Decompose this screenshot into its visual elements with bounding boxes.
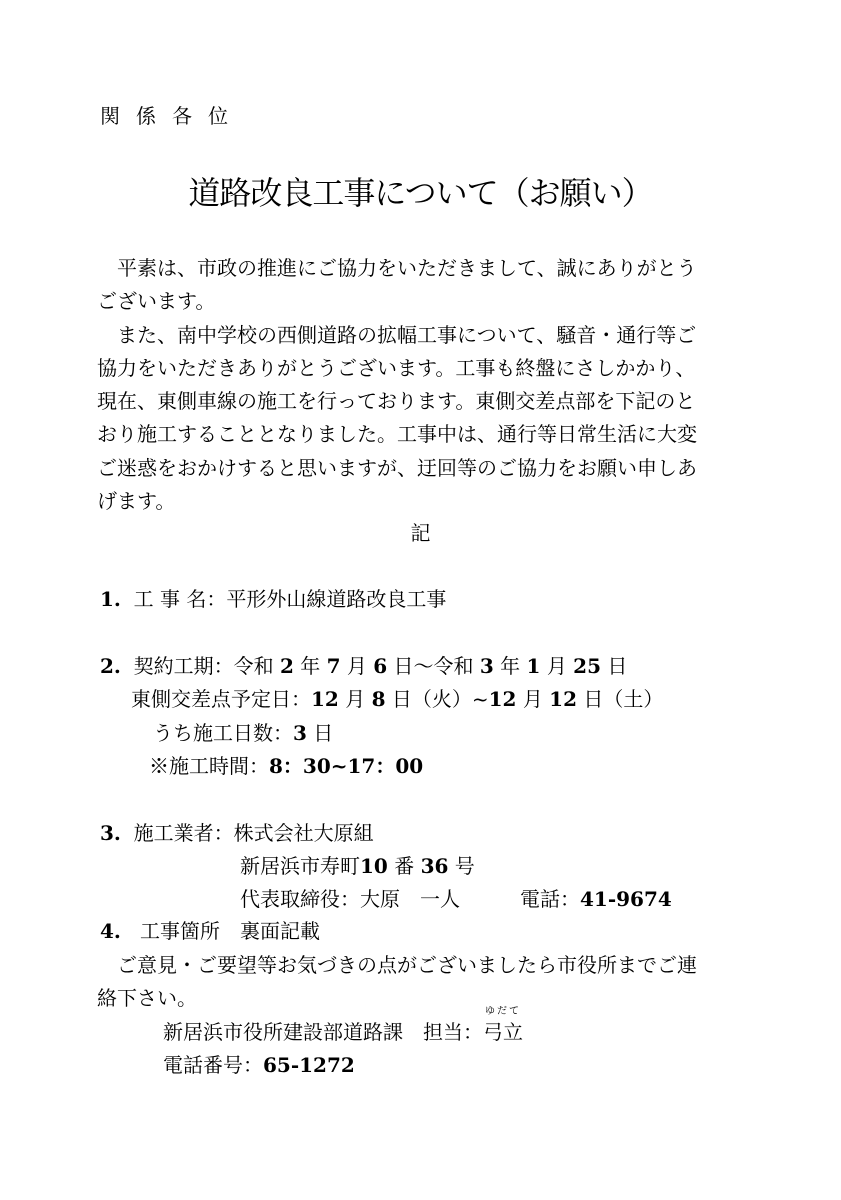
label: 電話番号：: [163, 1053, 263, 1077]
contact-phone: [163, 1049, 355, 1078]
number: 3: [479, 654, 494, 678]
item-3-contractor: [100, 817, 374, 846]
contact-person: [483, 1006, 523, 1045]
body-line-3: また、南中学校の西側道路の拡幅工事について、騒音・通行等ご: [97, 323, 697, 347]
item-label: 工 事 名：: [133, 587, 227, 611]
item-number: 2.: [100, 654, 121, 678]
item-number: 1.: [100, 587, 121, 611]
item-3-phone: [520, 883, 672, 912]
body-line-5: 現在、東側車線の施工を行っております。東側交差点部を下記のと: [97, 389, 696, 413]
text: 月: [546, 654, 567, 678]
company-name: 株式会社大原組: [233, 821, 374, 845]
body-line-6: おり施工することとなりました。工事中は、通行等日常生活に大変: [97, 422, 697, 446]
item-1: [100, 583, 446, 612]
item-label: 契約工期：: [133, 654, 234, 678]
item-label: 工事箇所 裏面記載: [139, 919, 320, 943]
label: うち施工日数：: [153, 721, 293, 745]
number: 25: [573, 654, 602, 678]
body-line-1: 平素は、市政の推進にご協力をいただきまして、誠にありがとう: [97, 256, 697, 280]
body-line-2: ございます。: [97, 289, 216, 313]
body-line-7: ご迷惑をおかけすると思いますが、迂回等のご協力をお願い申しあ: [97, 456, 697, 480]
text: 日: [607, 654, 628, 678]
text: 月: [345, 687, 366, 711]
number: 12: [549, 687, 578, 711]
text: 日: [313, 721, 334, 745]
representative: 代表取締役：大原 一人: [240, 887, 460, 911]
contact-department: [163, 1006, 523, 1045]
body-line-8: げます。: [97, 489, 176, 513]
item-label: 施工業者：: [133, 821, 234, 845]
item-number: 4.: [100, 919, 121, 943]
document-title: 道路改良工事について（お願い）: [188, 174, 653, 212]
contact-line-1: ご意見・ご要望等お気づきの点がございましたら市役所までご連: [97, 953, 697, 977]
text: 新居浜市寿町: [240, 854, 360, 878]
number: 6: [373, 654, 388, 678]
text: 月: [346, 654, 367, 678]
text: 日（土）: [583, 687, 664, 711]
project-name: 平形外山線道路改良工事: [226, 587, 447, 611]
number: 10: [360, 854, 388, 878]
text: 月: [522, 687, 543, 711]
text: 令和: [233, 654, 274, 678]
text: 号: [454, 854, 475, 878]
body-line-4: 協力をいただきありがとうございます。工事も終盤にさしかかり、: [97, 356, 696, 380]
text: 番: [394, 854, 415, 878]
work-hours: 8：30~17：00: [269, 754, 424, 778]
item-3-representative: [240, 883, 460, 912]
number: 7: [326, 654, 341, 678]
text: 日～令和: [393, 654, 474, 678]
number: 12: [311, 687, 339, 711]
ki-heading: 記: [410, 521, 431, 545]
item-2-scheduled: [131, 683, 663, 712]
label: 電話：: [520, 887, 580, 911]
item-4-location: [100, 915, 320, 944]
item-2-hours: [149, 750, 423, 779]
number: 1: [526, 654, 541, 678]
number: 8: [371, 687, 386, 711]
number: 3: [293, 721, 307, 745]
person-name: 弓立: [483, 1020, 523, 1044]
number: 36: [420, 854, 449, 878]
label: ※施工時間：: [149, 754, 269, 778]
text: 年: [500, 654, 521, 678]
item-2-days: [153, 717, 333, 746]
department: 新居浜市役所建設部道路課 担当：: [163, 1020, 483, 1044]
item-number: 3.: [100, 821, 121, 845]
number: 2: [279, 654, 294, 678]
phone-number: 41-9674: [580, 887, 672, 911]
contact-line-2: 絡下さい。: [97, 986, 197, 1010]
number: 12: [488, 687, 517, 711]
addressee: 関係各位: [100, 104, 244, 128]
label: 東側交差点予定日：: [131, 687, 311, 711]
person-ruby: ゆだて: [485, 1006, 521, 1017]
item-2-period: [100, 650, 627, 679]
text: 年: [300, 654, 321, 678]
text: 日（火）~: [391, 687, 489, 711]
phone-number: 65-1272: [263, 1053, 355, 1077]
item-3-address: [240, 850, 475, 879]
